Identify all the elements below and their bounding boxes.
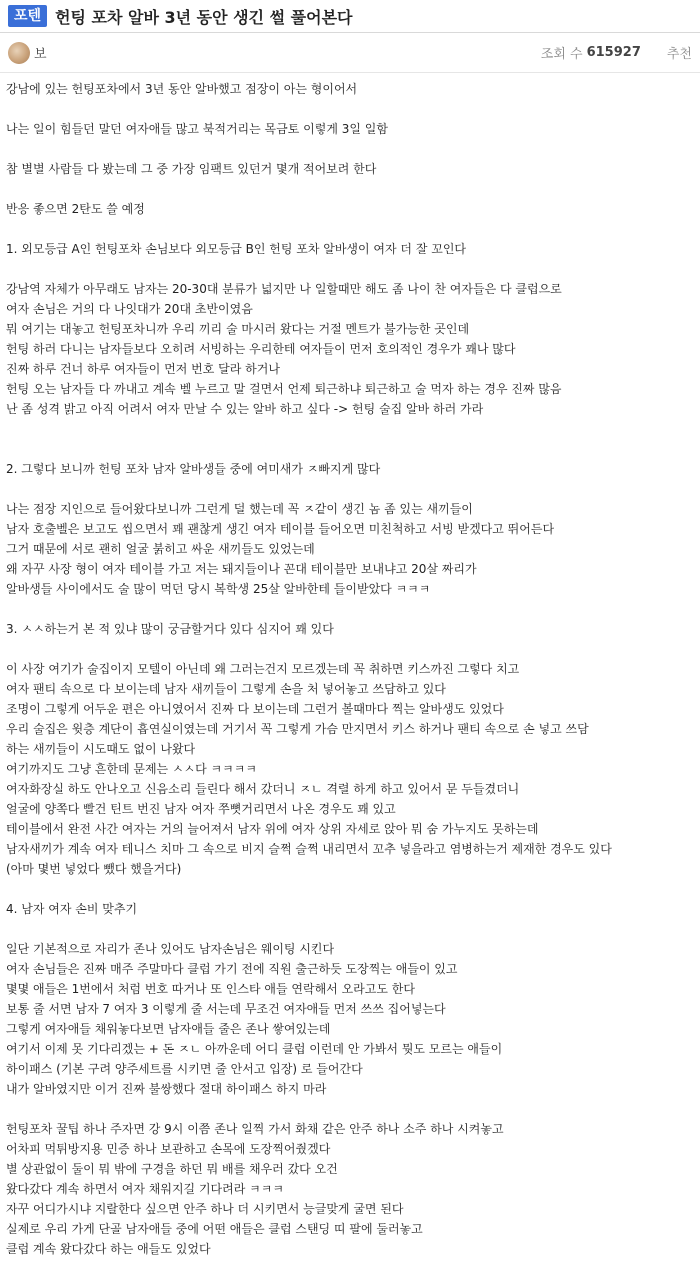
blank-line	[6, 639, 694, 659]
post-title: 헌팅 포차 알바 3년 동안 생긴 썰 풀어본다	[55, 7, 353, 27]
body-line: 어차피 먹튀방지용 민증 하나 보관하고 손목에 도장찍어줬겠다	[6, 1142, 331, 1156]
body-line: 하는 새끼들이 시도때도 없이 나왔다	[6, 742, 196, 756]
body-line: 일단 기본적으로 자리가 존나 있어도 남자손님은 웨이팅 시킨다	[6, 942, 335, 956]
body-line: 헌팅 오는 남자들 다 까내고 계속 벨 누르고 말 걸면서 언제 퇴근하냐 퇴근하고 술 먹자 하는 경우 진짜 많음	[6, 382, 562, 396]
blank-line	[6, 99, 694, 119]
body-line: 이 사장 여기가 술집이지 모텔이 아닌데 왜 그러는건지 모르겠는데 꼭 취하면 키스까진 그렇다 치고	[6, 662, 520, 676]
body-line: 여기서 이제 못 기다리겠는 + 돈 ㅈㄴ 아까운데 어디 클럽 이런데 안 가봐서 뭣도 모르는 애들이	[6, 1042, 503, 1056]
body-line: 얼굴에 양쪽다 빨건 틴트 번진 남자 여자 쭈뼛거리면서 나온 경우도 꽤 있고	[6, 802, 396, 816]
body-line: 왜 자꾸 사장 형이 여자 테이블 가고 저는 돼지들이나 꼰대 테이블만 보내냐고 20살 짜리가	[6, 562, 477, 576]
recommend-label: 추천	[666, 47, 692, 62]
blank-line	[6, 879, 694, 899]
body-line: 참 별별 사람들 다 봤는데 그 중 가장 임팩트 있던거 몇개 적어보려 한다	[6, 162, 377, 176]
body-line: 강남에 있는 헌팅포차에서 3년 동안 알바했고 점장이 아는 형이어서	[6, 82, 358, 96]
body-line: 여자 팬티 속으로 다 보이는데 남자 새끼들이 그렇게 손을 처 넣어놓고 쓰담하고 있다	[6, 682, 446, 696]
blank-line	[6, 599, 694, 619]
body-line: 왔다갔다 계속 하면서 여자 채워지길 기다려라 ㅋㅋㅋ	[6, 1182, 284, 1196]
blank-line	[6, 419, 694, 439]
body-line: 자꾸 어디가시냐 지랄한다 싶으면 안주 하나 더 시키면서 능글맞게 굴면 된다	[6, 1202, 404, 1216]
post-meta	[0, 33, 700, 73]
body-line: 나는 일이 힘들던 말던 여자애들 많고 북적거리는 목금토 이렇게 3일 일함	[6, 122, 388, 136]
body-line: 조명이 그렇게 어두운 편은 아니였어서 진짜 다 보이는데 그런거 볼때마다 찍는 알바생도 있었다	[6, 702, 504, 716]
body-line: 2. 그렇다 보니까 헌팅 포차 남자 알바생들 중에 여미새가 ㅈ빠지게 많다	[6, 462, 381, 476]
body-line: 4. 남자 여자 손비 맞추기	[6, 902, 138, 916]
body-line: 여자 손님은 거의 다 나잇대가 20대 초반이였음	[6, 302, 253, 316]
body-line: (아마 몇번 넣었다 뺐다 했을거다)	[6, 862, 182, 876]
blank-line	[6, 179, 694, 199]
body-line: 여자 손님들은 진짜 매주 주말마다 클럽 가기 전에 직원 출근하듯 도장찍는 애들이 있고	[6, 962, 458, 976]
body-line: 3. ㅅㅅ하는거 본 적 있냐 많이 궁금할거다 있다 심지어 꽤 있다	[6, 622, 334, 636]
views-label: 조회 수	[540, 47, 583, 62]
body-line: 반응 좋으면 2탄도 쓸 예정	[6, 202, 145, 216]
blank-line	[6, 1099, 694, 1119]
body-line: 나는 점장 지인으로 들어왔다보니까 그런게 덜 했는데 꼭 ㅈ같이 생긴 놈 좀 있는 새끼들이	[6, 502, 473, 516]
body-line: 그렇게 여자애들 채워놓다보면 남자애들 줄은 존나 쌓여있는데	[6, 1022, 331, 1036]
body-line: 뭐 여기는 대놓고 헌팅포차니까 우리 끼리 술 마시러 왔다는 거절 멘트가 불가능한 곳인데	[6, 322, 470, 336]
body-line: 보통 줄 서면 남자 7 여자 3 이렇게 줄 서는데 무조건 여자애들 먼저 쓰쓰 집어넣는다	[6, 1002, 446, 1016]
body-line: 실제로 우리 가게 단골 남자애들 중에 어떤 애들은 클럽 스탠딩 띠 팔에 둘러놓고	[6, 1222, 423, 1236]
body-line: 진짜 하루 건너 하루 여자들이 먼저 번호 달라 하거나	[6, 362, 280, 376]
body-line: 내가 알바였지만 이거 진짜 불쌍했다 절대 하이패스 하지 마라	[6, 1082, 327, 1096]
blank-line	[6, 139, 694, 159]
body-line: 클럽 계속 왔다갔다 하는 애들도 있었다	[6, 1242, 211, 1256]
blank-line	[6, 259, 694, 279]
blank-line	[6, 479, 694, 499]
body-line: 여자화장실 하도 안나오고 신음소리 들린다 해서 갔더니 ㅈㄴ 격렬 하게 하고 있어서 문 두들겼더니	[6, 782, 520, 796]
body-line: 몇몇 애들은 1번에서 처럼 번호 따거나 또 인스타 애들 연락해서 오라고도 한다	[6, 982, 415, 996]
body-line: 알바생들 사이에서도 술 많이 먹던 당시 복학생 25살 알바한테 들이받았다 ㅋㅋㅋ	[6, 582, 431, 596]
blank-line	[6, 219, 694, 239]
body-line: 여기까지도 그냥 흔한데 문제는 ㅅㅅ다 ㅋㅋㅋㅋ	[6, 762, 257, 776]
post-header	[0, 0, 700, 33]
body-line: 1. 외모등급 A인 헌팅포차 손님보다 외모등급 B인 헌팅 포차 알바생이 여자 더 잘 꼬인다	[6, 242, 467, 256]
views-count: 615927	[586, 45, 641, 60]
blank-line	[6, 439, 694, 459]
body-line: 헌팅 하러 다니는 남자들보다 오히려 서빙하는 우리한테 여자들이 먼저 호의적인 경우가 꽤나 많다	[6, 342, 516, 356]
post-body	[0, 73, 700, 1259]
body-line: 하이패스 (기본 구려 양주세트를 시키면 줄 안서고 입장) 로 들어간다	[6, 1062, 363, 1076]
body-line: 강남역 자체가 아무래도 남자는 20-30대 분류가 넓지만 나 일할때만 해도 좀 나이 찬 여자들은 다 클럽으로	[6, 282, 562, 296]
category-tag[interactable]: 포텐	[8, 5, 47, 27]
body-line: 별 상관없이 둘이 뭐 밖에 구경을 하던 뭐 배를 채우러 갔다 오건	[6, 1162, 338, 1176]
body-line: 남자새끼가 계속 여자 테니스 치마 그 속으로 비지 슬쩍 슬쩍 내리면서 꼬추 넣을라고 염병하는거 제재한 경우도 있다	[6, 842, 612, 856]
body-line: 그거 때문에 서로 괜히 얼굴 붉히고 싸운 새끼들도 있었는데	[6, 542, 315, 556]
author-name[interactable]: 보	[34, 47, 47, 62]
body-line: 우리 술집은 윗층 계단이 흡연실이였는데 거기서 꼭 그렇게 가슴 만지면서 키스 하거나 팬티 속으로 손 넣고 쓰담	[6, 722, 589, 736]
body-line: 남자 호출벨은 보고도 씹으면서 꽤 괜찮게 생긴 여자 테이블 들어오면 미친척하고 서빙 받겠다고 뛰어든다	[6, 522, 555, 536]
blank-line	[6, 919, 694, 939]
body-line: 난 좀 성격 밝고 아직 어려서 여자 만날 수 있는 알바 하고 싶다 -> 헌팅 술집 알바 하러 가라	[6, 402, 484, 416]
body-line: 테이블에서 완전 사간 여자는 거의 늘어져서 남자 위에 여자 상위 자세로 앉아 뭐 숨 가누지도 못하는데	[6, 822, 539, 836]
avatar[interactable]	[8, 42, 30, 64]
body-line: 헌팅포차 꿀팁 하나 주자면 강 9시 이쯤 존나 일찍 가서 화채 같은 안주 하나 소주 하나 시켜놓고	[6, 1122, 504, 1136]
